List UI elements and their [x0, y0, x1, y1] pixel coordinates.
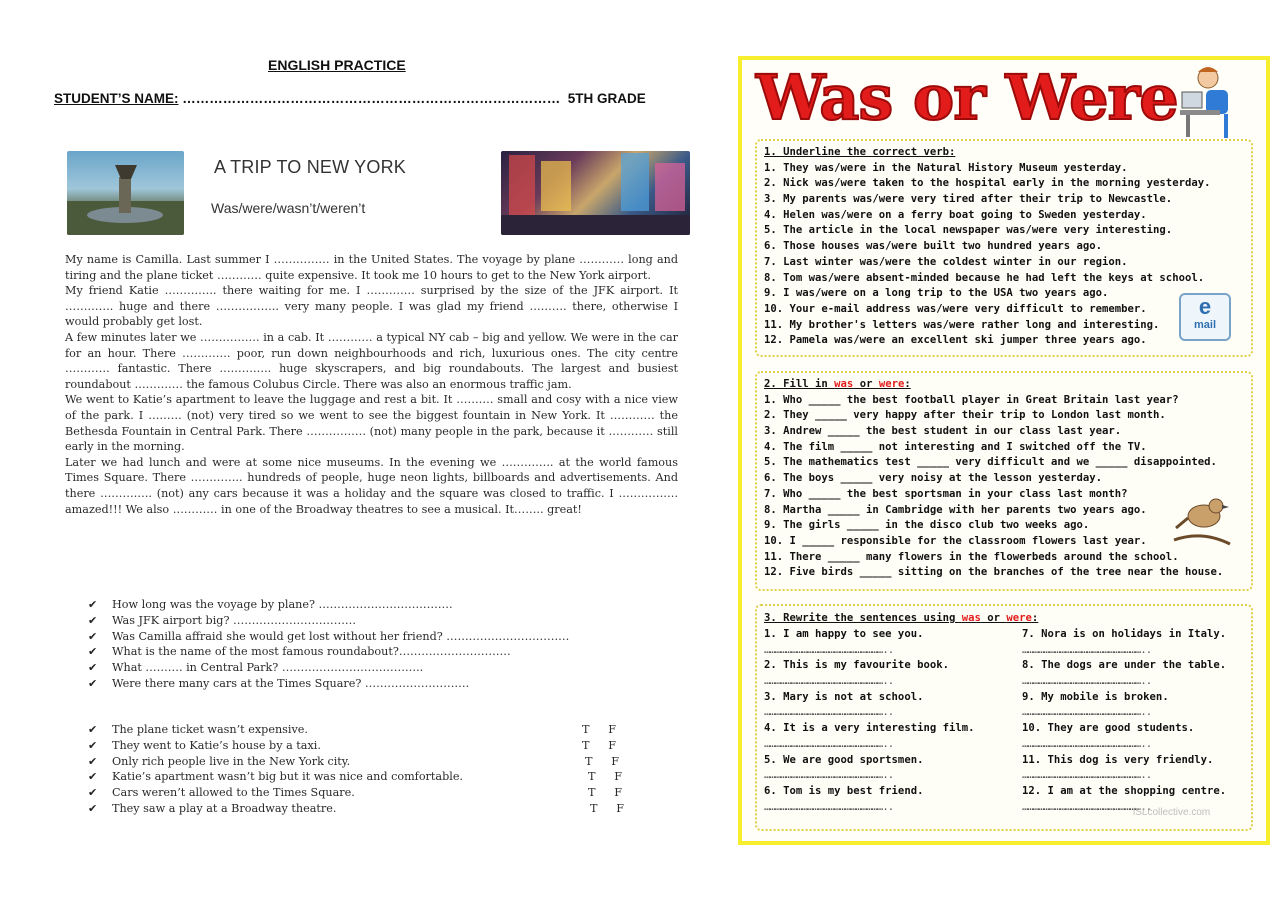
answer-line: …………………………………………………………..	[1022, 675, 1152, 688]
list-item: ✔ They went to Katie’s house by a taxi.	[88, 739, 321, 753]
exercise-item: 11. My brother's letters was/were rather long and interesting.	[764, 318, 1160, 331]
exercise-heading: 1. Underline the correct verb:	[764, 146, 956, 158]
student-name-label: STUDENT’S NAME:	[54, 91, 179, 106]
exercise-item: 11. There _____ many flowers in the flowerbeds around the school.	[764, 550, 1179, 563]
reading-title: A TRIP TO NEW YORK	[214, 157, 406, 177]
comprehension-questions	[88, 597, 648, 691]
paragraph: We went to Katie’s apartment to leave the luggage and rest a bit. It ………. small and cosy with a nice view of the park. I ……… (not) very tired so we went to see the biggest fountain in New York. It ………… the Bethesda Fountain in Central Park. There ……………. (not) many people in the park, because it ………… still early in the morning.	[65, 393, 678, 454]
answer-line: …………………………………………………………..	[764, 706, 894, 719]
list-item: ✔ The plane ticket wasn’t expensive.	[88, 723, 308, 737]
exercise-item: 9. The girls _____ in the disco club two weeks ago.	[764, 519, 1090, 532]
list-item: ✔ How long was the voyage by plane? ………………………………	[88, 598, 453, 612]
list-item: ✔ They saw a play at a Broadway theatre.	[88, 801, 337, 815]
exercise-item: 5. The mathematics test _____ very difficult and we _____ disappointed.	[764, 456, 1217, 469]
true-false-options	[582, 722, 642, 816]
watermark: iSLcollective.com	[1133, 807, 1211, 818]
exercise-item: 3. Andrew _____ the best student in our class last year.	[764, 425, 1122, 438]
exercise-item: 6. Tom is my best friend.	[764, 784, 924, 797]
paragraph: Later we had lunch and were at some nice museums. In the evening we ………….. at the world famous Times Square. There ………….. hundreds of people, huge neon lights, billboards and advertisements. And there ………….. (not) any cars because it was a holiday and the square was closed to traffic. I ……………. amazed!!! We also ………… in one of the Broadway theatres to see a musical. It…….. great!	[65, 455, 678, 516]
bethesda-fountain-photo	[67, 151, 184, 235]
check-icon: ✔	[88, 754, 98, 768]
exercise-item: 6. Those houses was/were built two hundred years ago.	[764, 240, 1103, 253]
check-icon: ✔	[88, 614, 98, 628]
tf-option: T F	[585, 754, 619, 768]
list-item: ✔ Cars weren’t allowed to the Times Square.	[88, 786, 355, 800]
exercise-item: 1. They was/were in the Natural History Museum yesterday.	[764, 161, 1128, 174]
list-item: ✔ Katie’s apartment wasn’t big but it was nice and comfortable.	[88, 770, 463, 784]
answer-line: …………………………………………………………..	[1022, 769, 1152, 782]
exercise-item: 6. The boys _____ very noisy at the lesson yesterday.	[764, 472, 1103, 485]
exercise-item: 2. This is my favourite book.	[764, 659, 949, 672]
worksheet-title: Was or Were	[756, 61, 1178, 134]
exercise-item: 5. We are good sportsmen.	[764, 753, 924, 766]
check-icon: ✔	[88, 629, 98, 643]
list-item: ✔ Were there many cars at the Times Square? ……………………….	[88, 676, 470, 690]
tf-option: T F	[588, 770, 622, 784]
list-item: ✔ What ………. in Central Park? ………………………………..	[88, 661, 424, 675]
list-item: ✔ Was JFK airport big? ……………………………	[88, 614, 357, 628]
answer-line: …………………………………………………………..	[1022, 706, 1152, 719]
exercise-item: 2. They _____ very happy after their trip to London last month.	[764, 409, 1166, 422]
exercise-item: 1. I am happy to see you.	[764, 628, 924, 640]
exercise-2	[764, 378, 1223, 582]
answer-line: …………………………………………………………..	[764, 643, 894, 656]
tf-option: T F	[582, 739, 616, 753]
exercise-item: 5. The article in the local newspaper was/were very interesting.	[764, 224, 1173, 237]
answer-line: …………………………………………………………..	[764, 737, 894, 750]
exercise-item: 12. Five birds _____ sitting on the branches of the tree near the house.	[764, 566, 1224, 579]
page-title: ENGLISH PRACTICE	[268, 57, 406, 73]
answer-line: …………………………………………………………..	[1022, 800, 1152, 813]
exercise-heading: 2. Fill in was or were:	[764, 378, 911, 390]
bird-on-branch-icon	[1172, 490, 1232, 548]
exercise-item: 1. Who _____ the best football player in Great Britain last year?	[764, 393, 1179, 406]
list-item: ✔ Only rich people live in the New York city.	[88, 754, 351, 768]
exercise-item: 8. Martha _____ in Cambridge with her parents two years ago.	[764, 503, 1147, 516]
exercise-item: 3. Mary is not at school.	[764, 690, 924, 703]
exercise-item: 10. I _____ responsible for the classroom flowers last year.	[764, 534, 1147, 547]
student-name-blank: …………………………………………………………………………	[178, 91, 561, 106]
answer-line: …………………………………………………………..	[1022, 643, 1152, 656]
tf-option: T F	[582, 723, 616, 737]
exercise-item: 12. I am at the shopping centre.	[1022, 784, 1227, 797]
reading-subtitle: Was/were/wasn’t/weren’t	[211, 200, 366, 216]
exercise-item: 9. My mobile is broken.	[1022, 690, 1169, 703]
exercise-item: 7. Who _____ the best sportsman in your class last month?	[764, 487, 1128, 500]
answer-line: …………………………………………………………..	[1022, 737, 1152, 750]
exercise-item: 12. Pamela was/were an excellent ski jumper three years ago.	[764, 334, 1147, 347]
list-item: ✔ Was Camilla affraid she would get lost without her friend? ……………………………	[88, 629, 570, 643]
exercise-item: 9. I was/were on a long trip to the USA two years ago.	[764, 287, 1109, 300]
exercise-item: 4. The film _____ not interesting and I switched off the TV.	[764, 440, 1147, 453]
exercise-item: 8. The dogs are under the table.	[1022, 659, 1227, 672]
tf-option: T F	[590, 801, 624, 815]
boy-at-computer-icon	[1180, 64, 1252, 140]
list-item: ✔ What is the name of the most famous roundabout?…………………………	[88, 645, 511, 659]
exercise-item: 10. They are good students.	[1022, 722, 1195, 735]
check-icon: ✔	[88, 723, 98, 737]
exercise-item: 11. This dog is very friendly.	[1022, 753, 1214, 766]
times-square-photo	[501, 151, 690, 235]
check-icon: ✔	[88, 739, 98, 753]
exercise-item: 4. Helen was/were on a ferry boat going to Sweden yesterday.	[764, 208, 1147, 221]
exercise-3-heading	[764, 612, 1038, 628]
check-icon: ✔	[88, 676, 98, 690]
email-icon: e mail	[1179, 293, 1231, 341]
check-icon: ✔	[88, 801, 98, 815]
true-false-statements	[88, 722, 648, 816]
exercise-3-column-left	[764, 628, 974, 816]
paragraph: My friend Katie ………….. there waiting for me. I …………. surprised by the size of the JFK airport. It …………. huge and there …………….. very many people. I was glad my friend ………. there, otherwise I would probably get lost.	[65, 284, 678, 329]
check-icon: ✔	[88, 770, 98, 784]
check-icon: ✔	[88, 786, 98, 800]
reading-text	[65, 252, 678, 517]
student-name-line	[54, 91, 646, 106]
check-icon: ✔	[88, 645, 98, 659]
exercise-3-column-right	[1022, 628, 1226, 816]
answer-line: …………………………………………………………..	[764, 769, 894, 782]
paragraph: A few minutes later we ……………. in a cab. It ………… a typical NY cab – big and yellow. We were in the car for an hour. There …………. poor, run down neighbourhoods and rich, luxurious ones. The city centre ………… fantastic. There ………….. huge skyscrapers, and big roundabouts. The largest and busiest roundabout …………. the famous Colubus Circle. There was also an enormous traffic jam.	[65, 330, 678, 391]
paragraph: My name is Camilla. Last summer I …………… in the United States. The voyage by plane ………… long and tiring and the plane ticket ………… quite expensive. It took me 10 hours to get to the New York airport.	[65, 253, 678, 282]
exercise-item: 8. Tom was/were absent-minded because he had left the keys at school.	[764, 271, 1205, 284]
answer-line: …………………………………………………………..	[764, 675, 894, 688]
exercise-1	[764, 146, 1210, 350]
tf-option: T F	[588, 786, 622, 800]
grade-label: 5TH GRADE	[567, 91, 646, 106]
exercise-item: 2. Nick was/were taken to the hospital early in the morning yesterday.	[764, 177, 1211, 190]
exercise-item: 4. It is a very interesting film.	[764, 722, 975, 735]
exercise-heading: 3. Rewrite the sentences using was or were:	[764, 612, 1039, 624]
exercise-item: 7. Last winter was/were the coldest winter in our region.	[764, 255, 1128, 268]
exercise-item: 7. Nora is on holidays in Italy.	[1022, 628, 1227, 640]
check-icon: ✔	[88, 661, 98, 675]
exercise-item: 10. Your e-mail address was/were very difficult to remember.	[764, 302, 1147, 315]
exercise-item: 3. My parents was/were very tired after their trip to Newcastle.	[764, 193, 1173, 206]
answer-line: …………………………………………………………..	[764, 800, 894, 813]
check-icon: ✔	[88, 598, 98, 612]
